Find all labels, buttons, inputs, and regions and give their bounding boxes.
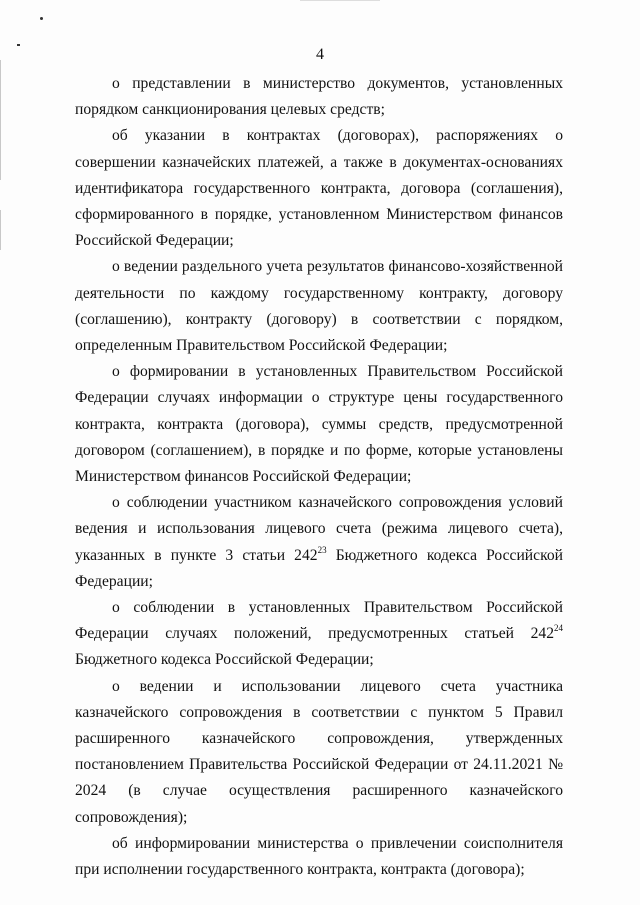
paragraph-text: Бюджетного кодекса Российской Федерации; (75, 651, 374, 669)
paragraph-personal-account-conditions (75, 490, 563, 595)
article-superscript: 24 (554, 623, 563, 634)
document-body (75, 71, 563, 883)
scan-speck (40, 17, 43, 20)
paragraph-price-structure: о формировании в установленных Правительством Российской Федерации случаях информации о структуре цены государственного контракта, контракта (договора), суммы средств, предусмотренной договором (соглашением), в порядке и по форме, которые установлены Министерством финансов Российской Федерации; (75, 363, 563, 486)
paragraph-separate-accounting: о ведении раздельного учета результатов финансово-хозяйственной деятельности по каждому государственному контракту, договору (соглашению), контракту (договору) в соответствии с порядком, определенным Правительством Российской Федерации; (75, 258, 563, 355)
scan-edge-line (300, 0, 380, 1)
paragraph-subcontractor-notice: об информировании министерства о привлечении соисполнителя при исполнении государственного контракта, контракта (договора); (75, 834, 563, 879)
paragraph-text: о соблюдении в установленных Правительством Российской Федерации случаях положений, предусмотренных статьей 242 (75, 599, 563, 643)
page-number: 4 (316, 46, 324, 63)
paragraph-contract-identifier: об указании в контрактах (договорах), распоряжениях о совершении казначейских платежей, а также в документах-основаниях идентификатора государственного контракта, договора (соглашения), сформированного в порядке, установленном Министерством финансов Российской Федерации; (75, 127, 563, 250)
article-superscript: 23 (317, 544, 327, 555)
scan-edge-shadow (0, 60, 1, 180)
paragraph-text: о соблюдении участником казначейского сопровождения условий ведения и использования лицевого счета (режима лицевого счета), указанных в пункте 3 статьи 242 (75, 494, 563, 564)
paragraph-extended-support: о ведении и использовании лицевого счета участника казначейского сопровождения в соответствии с пунктом 5 Правил расширенного казначейского сопровождения, утвержденных постановлением Правительства Российской Федерации от 24.11.2021 № 2024 (в случае осуществления расширенного казначейского сопровождения); (75, 677, 563, 826)
scan-edge-shadow (0, 210, 1, 250)
paragraph-submission-documents: о представлении в министерство документов, установленных порядком санкционирования целевых средств; (75, 75, 563, 119)
paragraph-text: Бюджетного кодекса Российской Федерации; (75, 546, 563, 590)
paragraph-article-provisions (75, 595, 563, 674)
